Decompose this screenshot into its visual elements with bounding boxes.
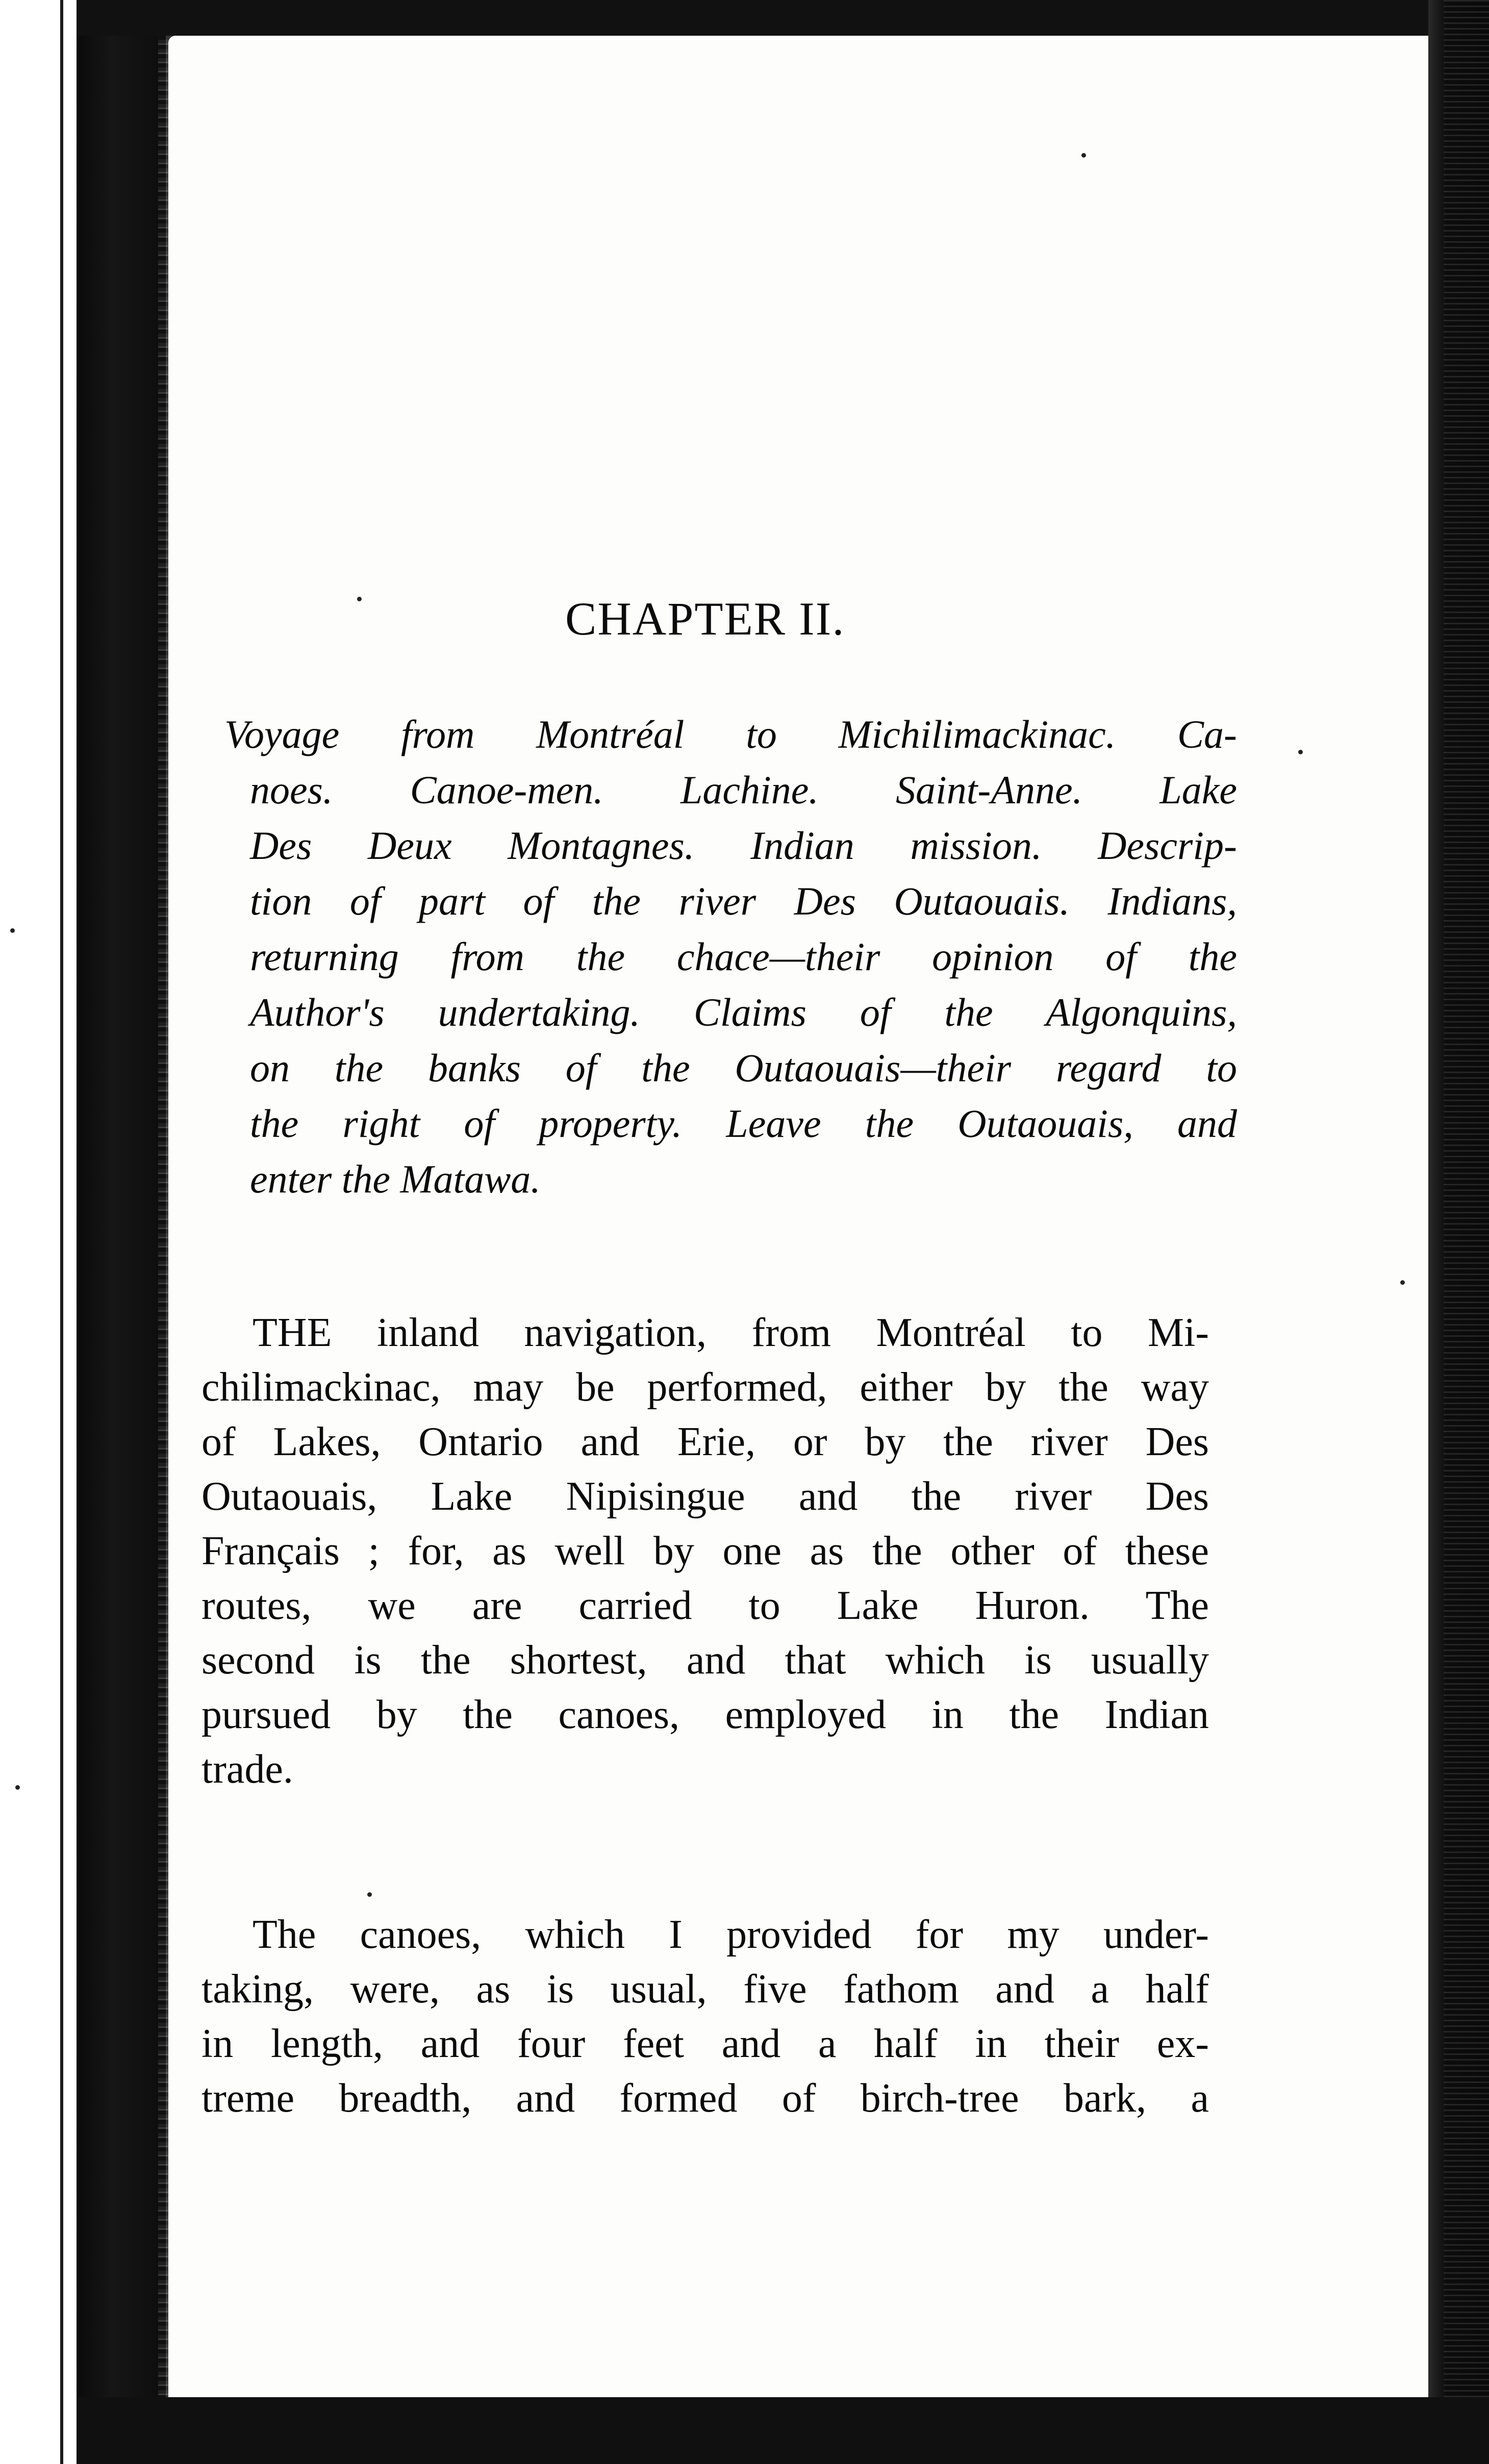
- summary-line: returning from the chace—their opinion of the: [250, 934, 1237, 979]
- text-line: routes, we are carried to Lake Huron. The: [201, 1583, 1209, 1628]
- summary-line: Des Deux Montagnes. Indian mission. Descrip-: [250, 823, 1237, 868]
- summary-line: enter the Matawa.: [250, 1157, 541, 1201]
- text-line: Français ; for, as well by one as the other of these: [201, 1529, 1209, 1573]
- summary-line: the right of property. Leave the Outaouais, and: [250, 1101, 1237, 1146]
- text-line: trade.: [201, 1747, 293, 1792]
- text-line: Outaouais, Lake Nipisingue and the river Des: [201, 1474, 1209, 1519]
- text-line: taking, were, as is usual, five fathom and a half: [201, 1967, 1209, 2012]
- text-line: The canoes, which I provided for my under-: [253, 1912, 1209, 1957]
- summary-line: Voyage from Montréal to Michilimackinac. Ca-: [224, 712, 1237, 756]
- scan-speck: [357, 597, 362, 601]
- scan-speck: [1081, 153, 1086, 158]
- text-line: pursued by the canoes, employed in the Indian: [201, 1692, 1209, 1737]
- text-line: of Lakes, Ontario and Erie, or by the river Des: [201, 1419, 1209, 1464]
- text-line: in length, and four feet and a half in their ex-: [201, 2021, 1209, 2066]
- chapter-summary: [224, 706, 1237, 1207]
- chapter-heading: CHAPTER II.: [565, 593, 845, 645]
- scan-speck: [15, 1785, 20, 1790]
- text-line: second is the shortest, and that which is usually: [201, 1638, 1209, 1683]
- scan-bottom-border: [77, 2397, 1489, 2464]
- text-line: THE inland navigation, from Montréal to Mi-: [253, 1310, 1209, 1355]
- summary-line: on the banks of the Outaouais—their regard to: [250, 1046, 1237, 1090]
- summary-line: tion of part of the river Des Outaouais. Indians,: [250, 879, 1237, 923]
- page-edge-texture: [1444, 0, 1489, 2464]
- scan-speck: [367, 1892, 372, 1897]
- body-paragraph-2: [201, 1908, 1209, 2126]
- scan-top-border: [77, 0, 1489, 36]
- summary-line: Author's undertaking. Claims of the Algonquins,: [250, 990, 1237, 1034]
- book-gutter-shadow: [77, 0, 166, 2464]
- scan-left-margin: [0, 0, 63, 2464]
- scan-speck: [1400, 1280, 1405, 1285]
- summary-line: noes. Canoe-men. Lachine. Saint-Anne. Lake: [250, 768, 1237, 812]
- scan-speck: [10, 928, 15, 933]
- scan-speck: [1298, 750, 1303, 754]
- body-paragraph-1: [201, 1306, 1209, 1797]
- text-line: treme breadth, and formed of birch-tree bark, a: [201, 2076, 1209, 2121]
- text-line: chilimackinac, may be performed, either by the way: [201, 1365, 1209, 1410]
